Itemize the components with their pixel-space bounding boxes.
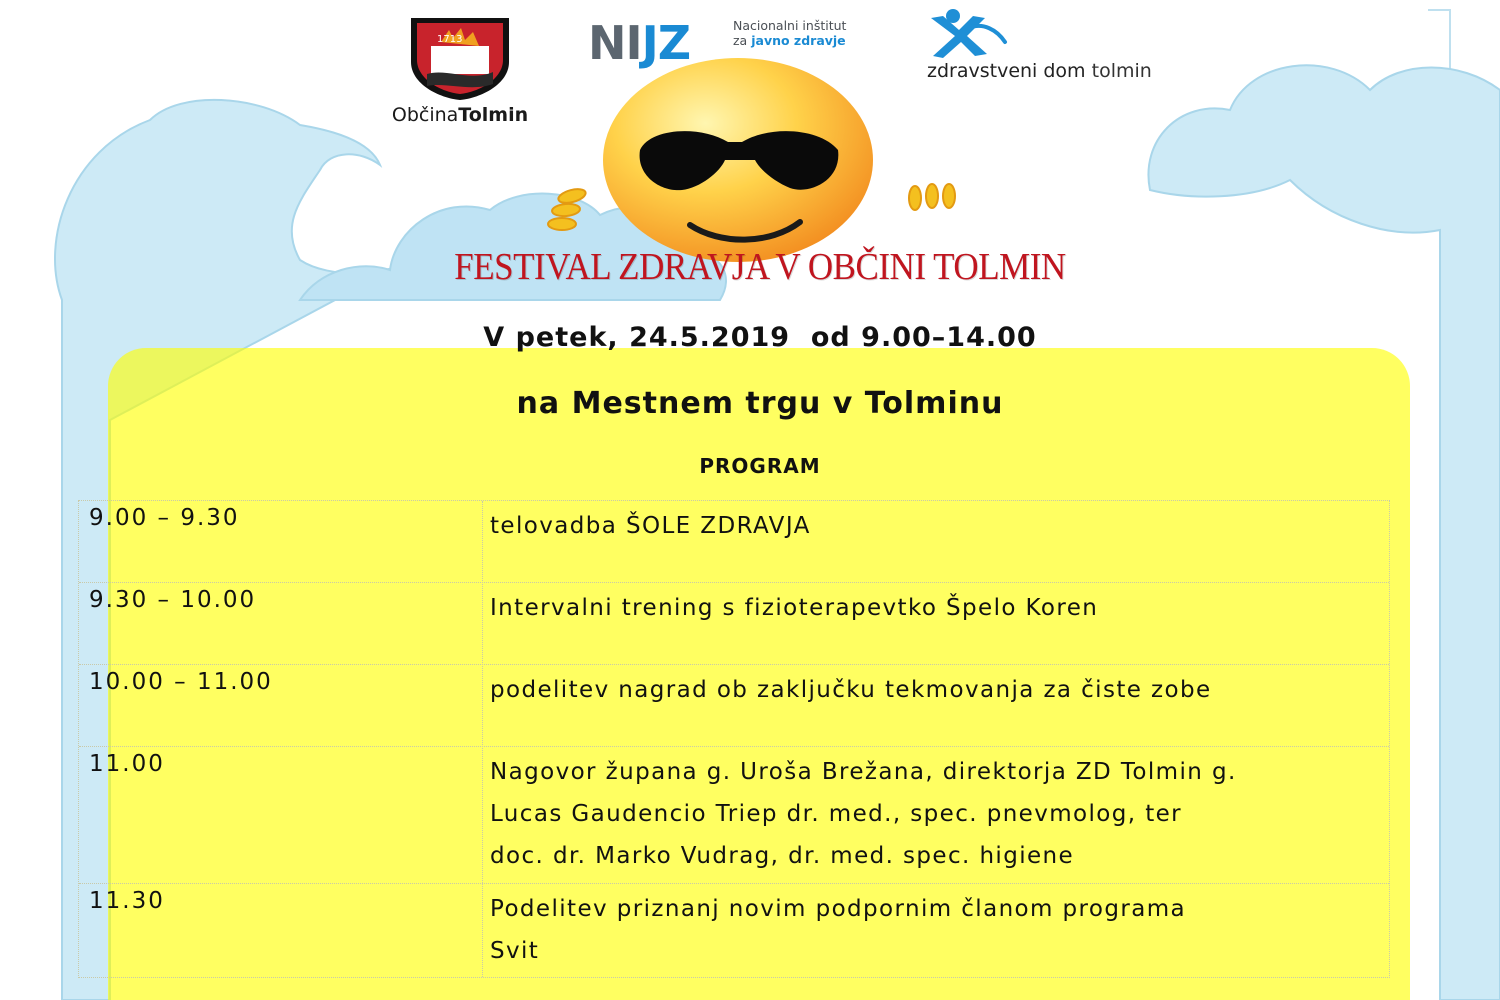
nijz-wordmark bbox=[588, 16, 690, 70]
nijz-mark-right: JZ bbox=[641, 16, 691, 70]
table-row bbox=[79, 501, 1389, 583]
nijz-subtitle-line2-plain: za bbox=[733, 33, 748, 48]
event-date: V petek, 24.5.2019 od 9.00–14.00 bbox=[483, 322, 1037, 353]
table-row bbox=[79, 747, 1389, 884]
obcina-tolmin-wordmark bbox=[370, 104, 550, 126]
poster-title: FESTIVAL ZDRAVJA V OBČINI TOLMIN bbox=[454, 246, 1066, 288]
schedule-time: 9.00 – 9.30 bbox=[89, 505, 240, 531]
schedule-description bbox=[490, 751, 1385, 877]
table-row bbox=[79, 665, 1389, 747]
obcina-name: Tolmin bbox=[458, 104, 529, 126]
schedule-description bbox=[490, 505, 1385, 547]
schedule-description-line: telovadba ŠOLE ZDRAVJA bbox=[490, 513, 811, 539]
table-row bbox=[79, 583, 1389, 665]
schedule-table bbox=[78, 500, 1390, 978]
zd-tolmin-logo bbox=[925, 8, 1265, 88]
schedule-description-line: podelitev nagrad ob zaključku tekmovanja za čiste zobe bbox=[490, 677, 1212, 703]
zd-tolmin-wordmark bbox=[927, 60, 1152, 82]
nijz-subtitle-line2-blue: javno zdravje bbox=[751, 33, 846, 48]
schedule-time: 9.30 – 10.00 bbox=[89, 587, 257, 613]
schedule-description bbox=[490, 669, 1385, 711]
obcina-tolmin-logo bbox=[370, 12, 550, 127]
event-location: na Mestnem trgu v Tolminu bbox=[516, 386, 1004, 421]
crest-year: 1713 bbox=[437, 34, 463, 45]
nijz-logo bbox=[588, 10, 878, 80]
schedule-description bbox=[490, 587, 1385, 629]
schedule-description-line: Lucas Gaudencio Triep dr. med., spec. pnevmolog, ter bbox=[490, 801, 1183, 827]
obcina-prefix: Občina bbox=[391, 104, 459, 126]
schedule-time: 10.00 – 11.00 bbox=[89, 669, 273, 695]
schedule-description bbox=[490, 888, 1385, 972]
nijz-subtitle bbox=[733, 18, 846, 48]
table-row bbox=[79, 884, 1389, 977]
schedule-description-line: Podelitev priznanj novim podpornim članom programa bbox=[490, 896, 1187, 922]
crest-icon bbox=[401, 12, 519, 102]
schedule-description-line: Svit bbox=[490, 938, 540, 964]
zd-text-main: zdravstveni dom bbox=[927, 60, 1086, 82]
zd-runner-icon bbox=[925, 8, 1015, 60]
program-heading: PROGRAM bbox=[699, 454, 821, 478]
zd-text-town: tolmin bbox=[1091, 60, 1152, 82]
nijz-mark-left: NI bbox=[588, 16, 642, 70]
schedule-description-line: Nagovor župana g. Uroša Brežana, direktorja ZD Tolmin g. bbox=[490, 759, 1237, 785]
schedule-time: 11.30 bbox=[89, 888, 165, 914]
schedule-description-line: doc. dr. Marko Vudrag, dr. med. spec. higiene bbox=[490, 843, 1075, 869]
schedule-time: 11.00 bbox=[89, 751, 165, 777]
nijz-subtitle-line1: Nacionalni inštitut bbox=[733, 18, 847, 33]
schedule-description-line: Intervalni trening s fizioterapevtko Špelo Koren bbox=[490, 595, 1099, 621]
